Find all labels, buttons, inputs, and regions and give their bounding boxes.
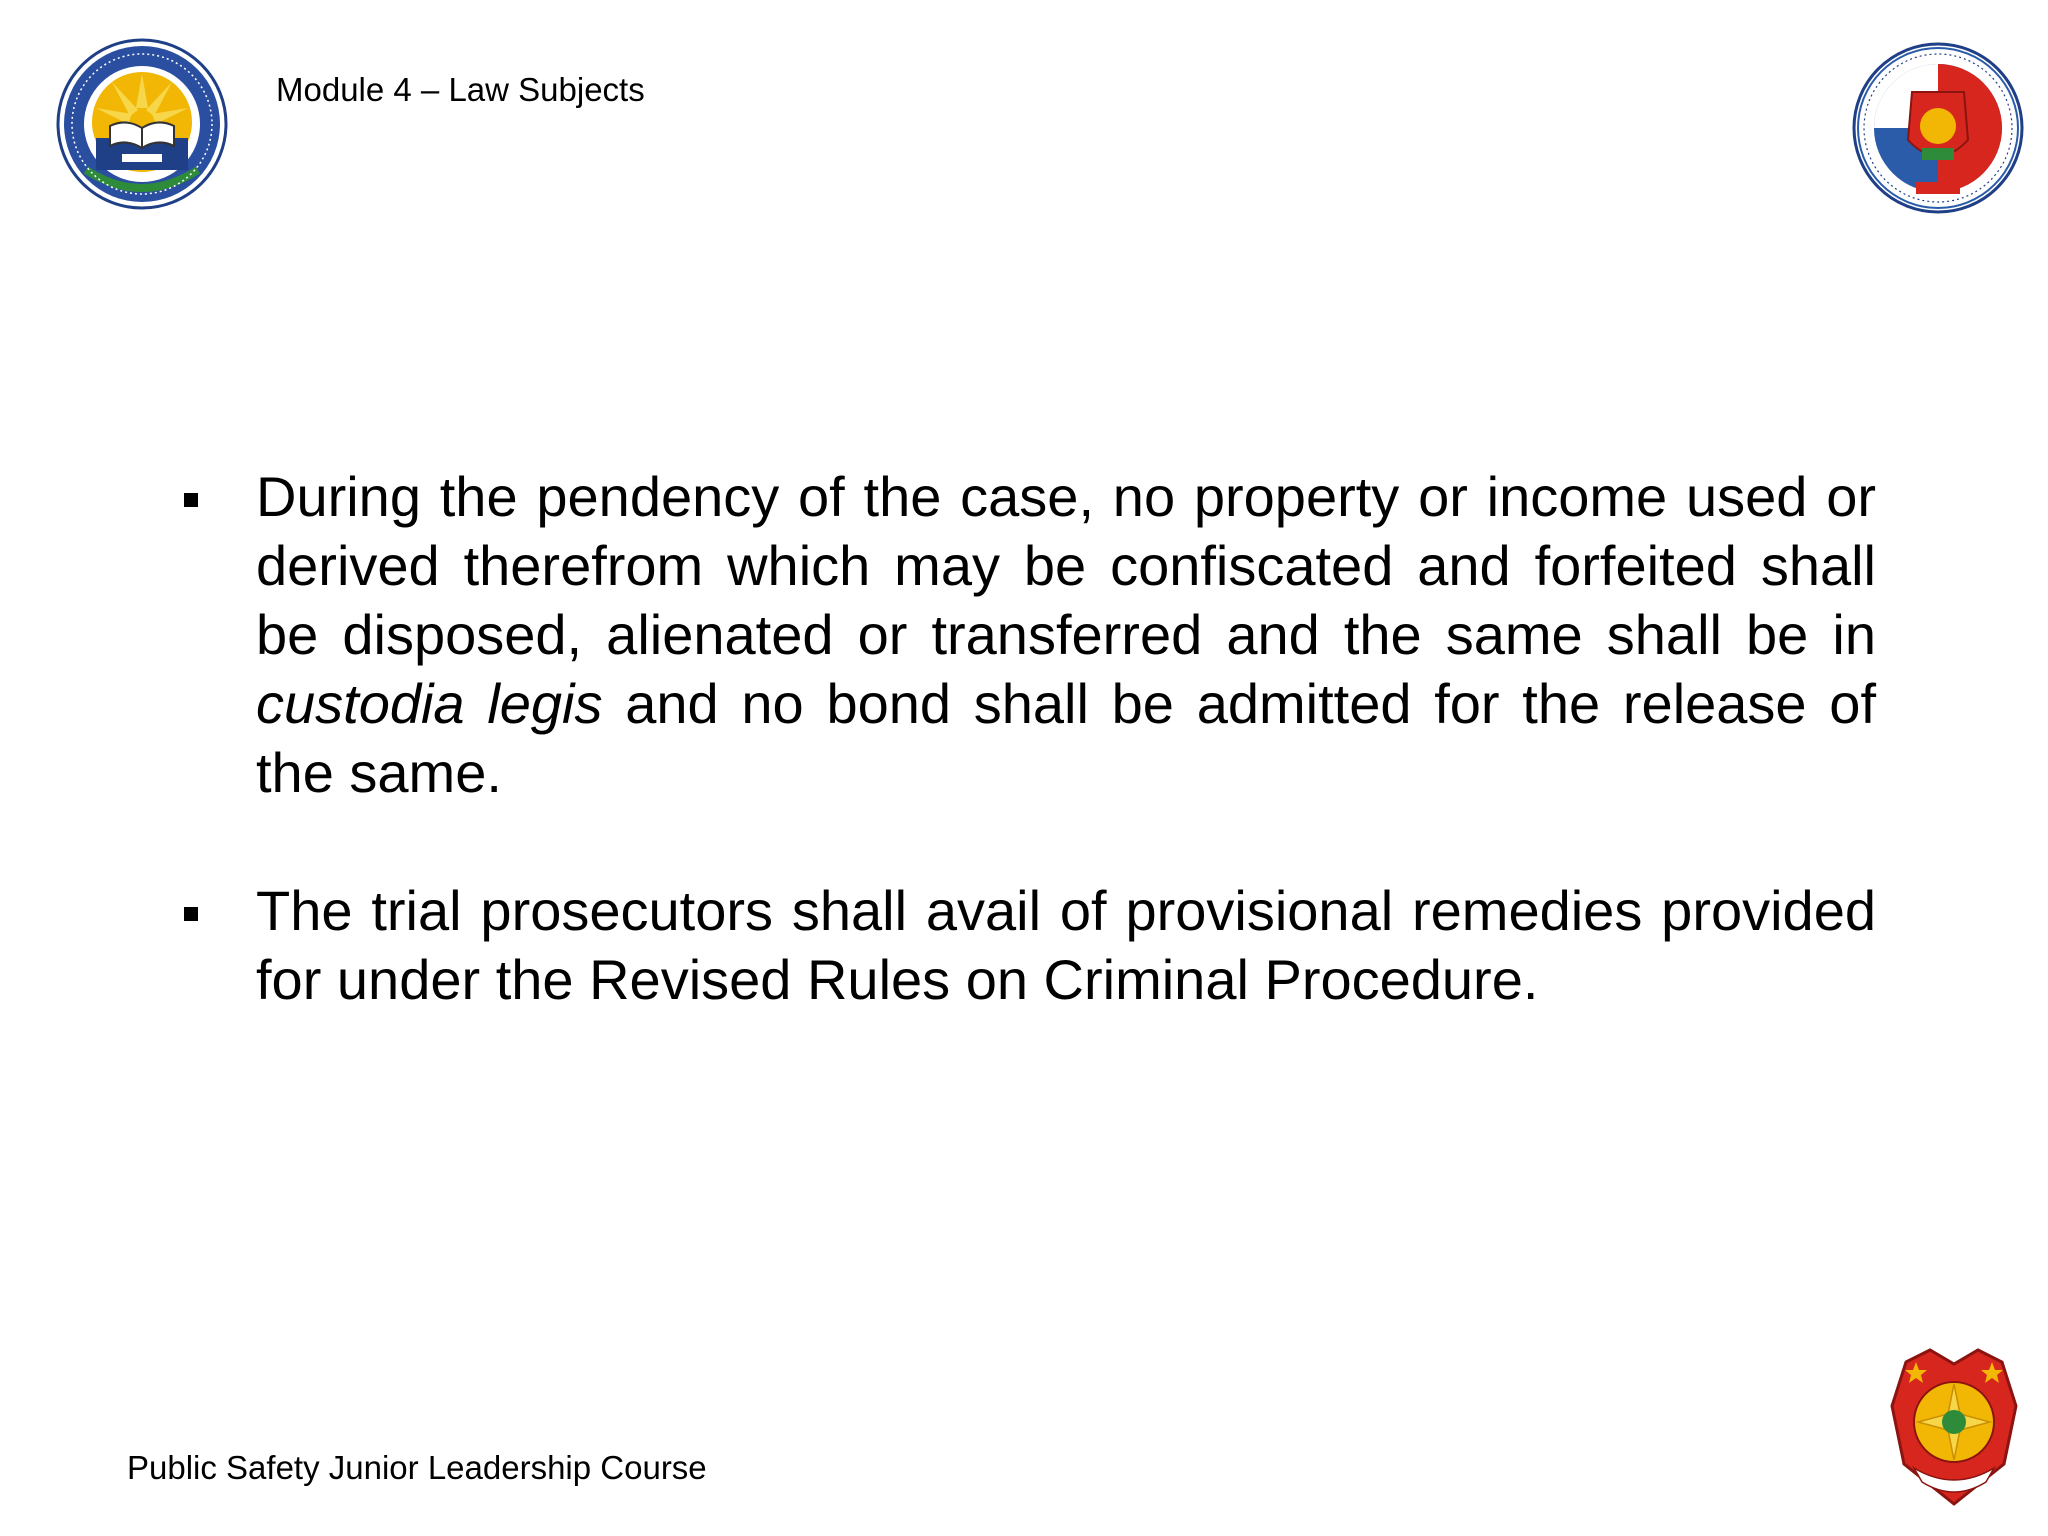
slide-content xyxy=(178,462,1878,1083)
bullet-item xyxy=(178,462,1878,807)
institution-seal-logo xyxy=(56,38,228,210)
bullet-text: The trial prosecutors shall avail of provisional remedies provided for under the Revised Rules on Criminal Procedure. xyxy=(256,879,1876,1011)
bullet-text xyxy=(256,462,1876,807)
square-bullet-icon xyxy=(184,907,198,921)
bullet-text-part: and no bond shall be admitted for the release of the same. xyxy=(256,672,1877,804)
square-bullet-icon xyxy=(184,493,198,507)
bullet-text-part: During the pendency of the case, no property or income used or derived therefrom which may be confiscated and forfeited shall be disposed, alienated or transferred and the same shall be in xyxy=(256,465,1876,666)
bullet-text-italic: custodia legis xyxy=(256,672,603,735)
course-title: Public Safety Junior Leadership Course xyxy=(127,1449,707,1486)
pnp-training-institute-seal-logo xyxy=(1852,40,2024,216)
bullet-item xyxy=(178,876,1878,1014)
module-title: Module 4 – Law Subjects xyxy=(276,71,645,108)
pnp-badge-logo xyxy=(1886,1344,2022,1510)
